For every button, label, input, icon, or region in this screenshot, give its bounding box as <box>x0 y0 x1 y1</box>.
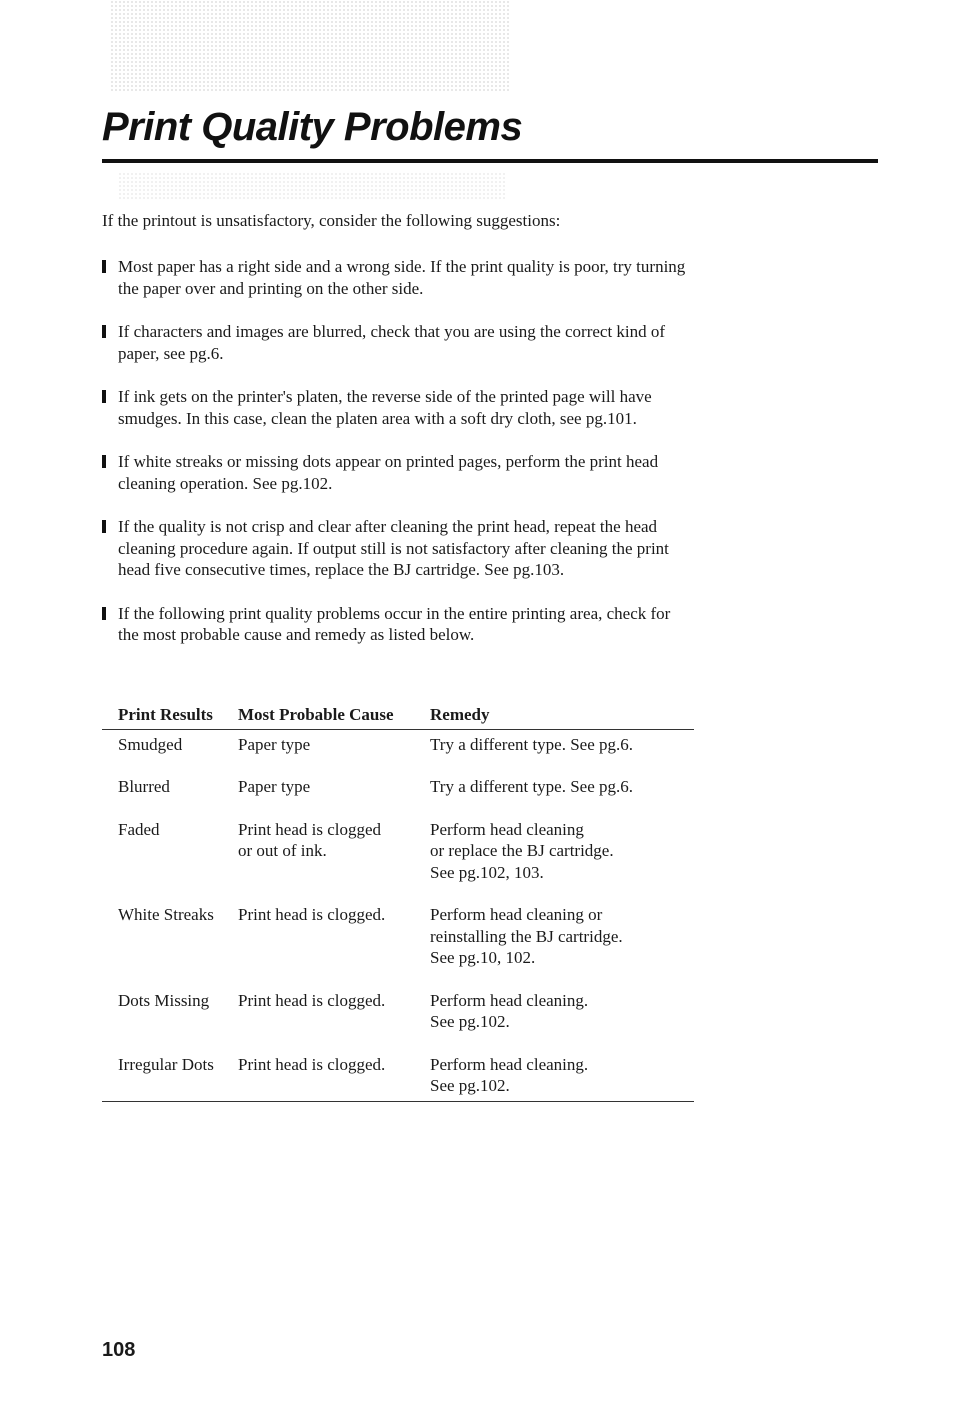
cell-remedy: Try a different type. See pg.6. <box>430 734 634 754</box>
cell-remedy: Perform head cleaning or replace the BJ cartridge. See pg.102, 103. <box>430 819 614 882</box>
suggestion-item <box>102 451 694 494</box>
title-dither-pattern <box>118 172 506 200</box>
header-print-results: Print Results <box>118 705 213 724</box>
table-row <box>102 900 694 986</box>
cell-remedy: Perform head cleaning. See pg.102. <box>430 990 589 1031</box>
table-row <box>102 815 694 901</box>
suggestion-text: If ink gets on the printer's platen, the reverse side of the printed page will have smudges. In this case, clean the platen area with a soft dry cloth, see pg.101. <box>118 387 652 428</box>
cell-result: Blurred <box>118 777 170 796</box>
title-rule <box>102 159 878 163</box>
cell-cause: Print head is clogged or out of ink. <box>238 819 382 860</box>
suggestions-list <box>102 256 694 668</box>
table-row <box>102 986 694 1050</box>
suggestion-item <box>102 321 694 364</box>
bullet-icon <box>102 325 106 338</box>
cell-result: Irregular Dots <box>118 1054 214 1074</box>
suggestion-text: If the following print quality problems occur in the entire printing area, check for the most probable cause and remedy as listed below. <box>118 603 671 644</box>
cell-cause: Paper type <box>238 734 311 754</box>
header-remedy: Remedy <box>430 705 490 724</box>
print-problems-table <box>102 704 694 1102</box>
page-title: Print Quality Problems <box>102 105 523 149</box>
suggestion-item <box>102 603 694 646</box>
table-header-row <box>102 704 694 729</box>
suggestion-item <box>102 386 694 429</box>
bullet-icon <box>102 455 106 468</box>
cell-result: Dots Missing <box>118 990 210 1010</box>
cell-cause: Print head is clogged. <box>238 990 386 1010</box>
cell-result: White Streaks <box>118 905 214 924</box>
bullet-icon <box>102 390 106 403</box>
suggestion-text: If characters and images are blurred, check that you are using the correct kind of paper, see pg.6. <box>118 322 666 363</box>
cell-cause: Print head is clogged. <box>238 1054 386 1074</box>
table-row <box>102 772 694 815</box>
suggestion-text: If white streaks or missing dots appear on printed pages, perform the print head cleaning operation. See pg.102. <box>118 452 659 493</box>
cell-cause: Paper type <box>238 777 311 796</box>
bullet-icon <box>102 520 106 533</box>
cell-remedy: Perform head cleaning. See pg.102. <box>430 1054 589 1095</box>
table-row <box>102 1050 694 1102</box>
cell-result: Smudged <box>118 734 183 754</box>
bullet-icon <box>102 607 106 620</box>
cell-remedy: Try a different type. See pg.6. <box>430 777 634 796</box>
suggestion-text: Most paper has a right side and a wrong side. If the print quality is poor, try turning the paper over and printing on the other side. <box>118 257 686 298</box>
cell-result: Faded <box>118 819 160 839</box>
intro-text: If the printout is unsatisfactory, consider the following suggestions: <box>102 211 561 230</box>
cell-remedy: Perform head cleaning or reinstalling the BJ cartridge. See pg.10, 102. <box>430 905 623 967</box>
bullet-icon <box>102 260 106 273</box>
suggestion-item <box>102 516 694 581</box>
suggestion-item <box>102 256 694 299</box>
cell-cause: Print head is clogged. <box>238 905 386 924</box>
header-probable-cause: Most Probable Cause <box>238 705 394 724</box>
page-number: 108 <box>102 1339 136 1361</box>
header-dither-pattern <box>110 0 510 92</box>
suggestion-text: If the quality is not crisp and clear after cleaning the print head, repeat the head cleaning procedure again. If output still is not satisfactory after cleaning the print head five consecutive times, replace the BJ cartridge. See pg.103. <box>118 517 669 579</box>
table-row <box>102 729 694 772</box>
